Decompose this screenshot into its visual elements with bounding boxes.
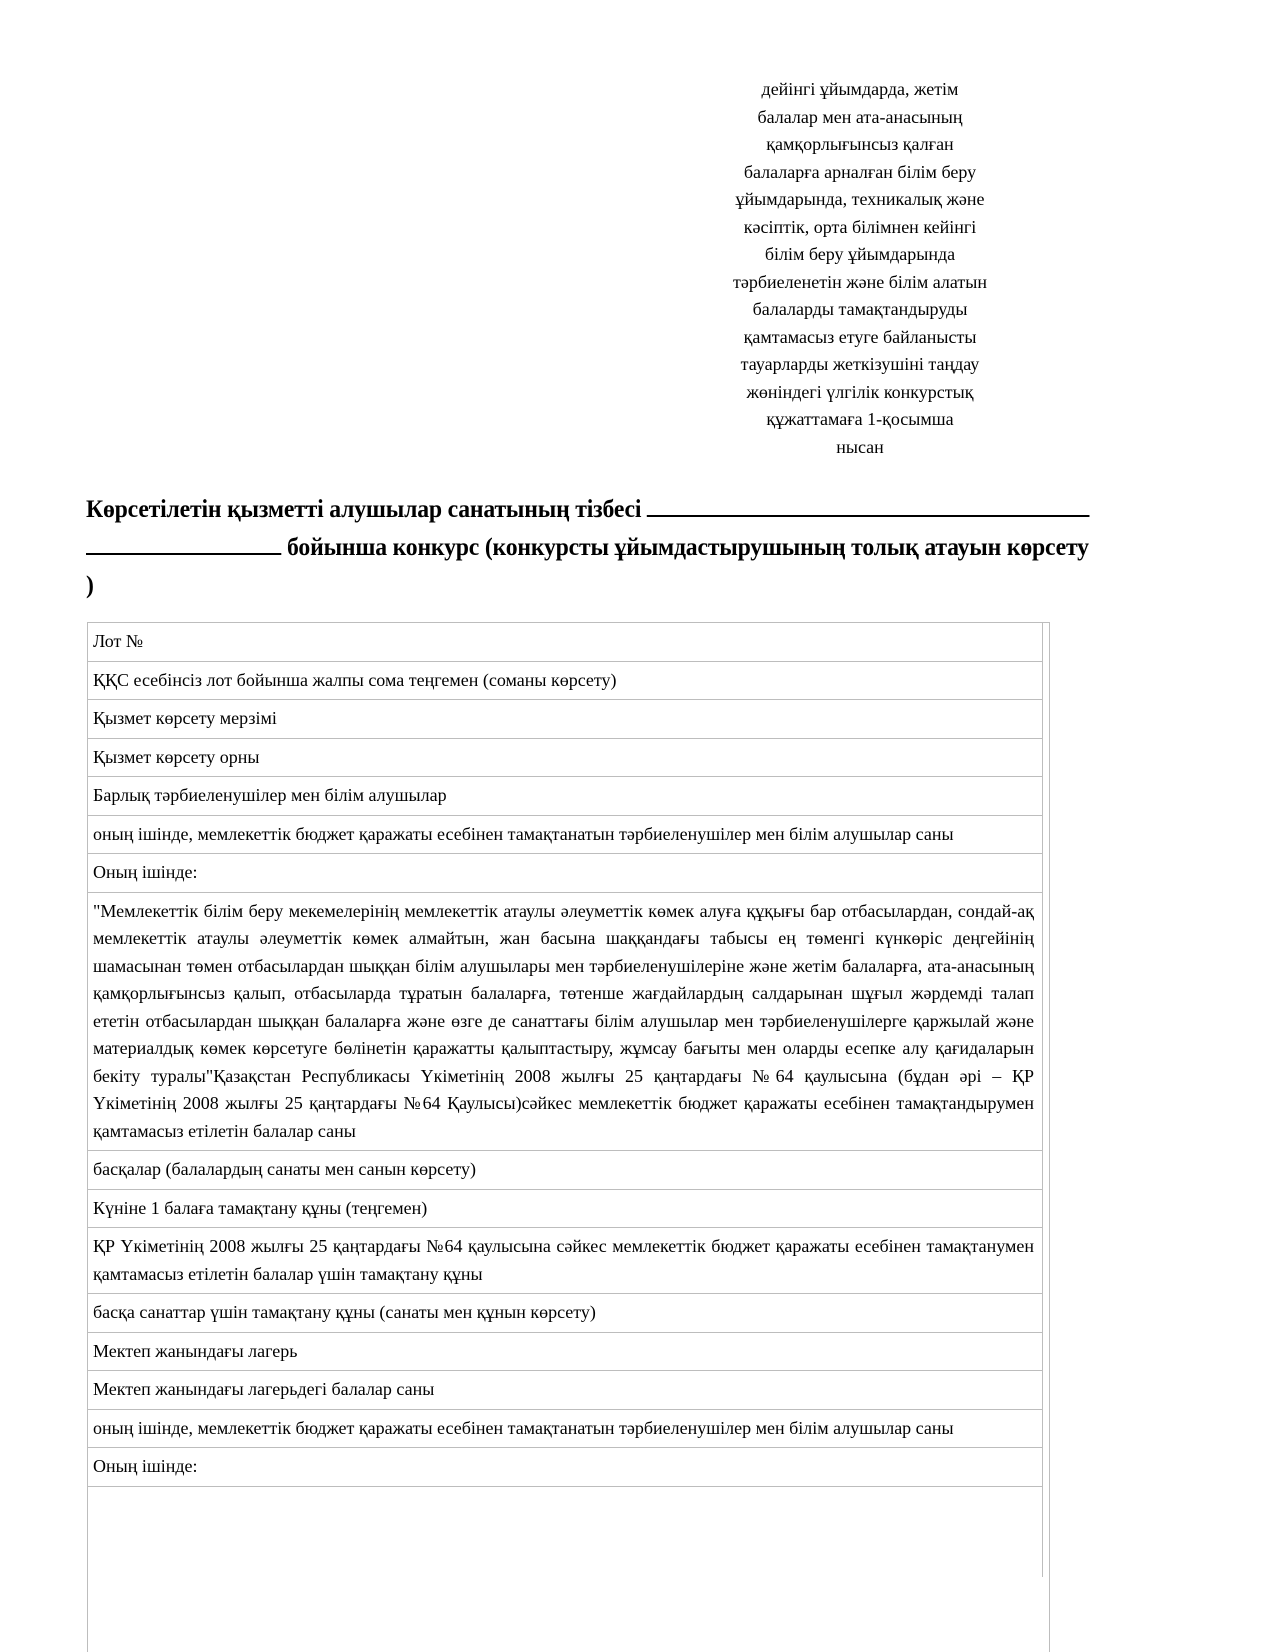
- title-line-2: [86, 528, 1114, 566]
- title-text: бойынша конкурс (конкурсты ұйымдастырушының толық атауын көрсету: [287, 532, 1089, 561]
- form-header: [700, 76, 1020, 461]
- table-row: басқа санаттар үшін тамақтану құны (санаты мен құнын көрсету): [88, 1294, 1043, 1333]
- header-line: балаларды тамақтандыруды: [752, 299, 968, 319]
- header-line: қамтамасыз етуге байланысты: [743, 326, 977, 347]
- table-row: Күніне 1 балаға тамақтану құны (теңгемен): [88, 1190, 1043, 1229]
- table-row: Қызмет көрсету орны: [88, 739, 1043, 778]
- header-line: тауарларды жеткізушіні таңдау: [740, 354, 980, 374]
- table-row: басқалар (балалардың санаты мен санын көрсету): [88, 1151, 1043, 1190]
- table-row: Мектеп жанындағы лагерь: [88, 1333, 1043, 1372]
- table-row: Оның ішінде:: [88, 854, 1043, 893]
- table-row: ҚҚС есебінсіз лот бойынша жалпы сома теңгемен (соманы көрсету): [88, 662, 1043, 701]
- table-row: Оның ішінде:: [88, 1448, 1043, 1487]
- header-line: кәсіптік, орта білімнен кейінгі: [743, 216, 977, 237]
- title-line-1: [86, 490, 1114, 528]
- header-line: ұйымдарында, техникалық және: [735, 189, 985, 209]
- title-text: ): [86, 570, 94, 599]
- header-line: дейінгі ұйымдарда, жетім: [761, 79, 959, 99]
- header-line: балалар мен ата-анасының: [757, 106, 963, 127]
- blank-line: [647, 493, 1090, 517]
- document-title: [86, 490, 1114, 604]
- table-row: Барлық тәрбиеленушілер мен білім алушылар: [88, 777, 1043, 816]
- header-line: балаларға арналған білім беру: [743, 161, 977, 182]
- categories-table: [87, 622, 1050, 1652]
- header-line: нысан: [836, 436, 884, 457]
- table-row: оның ішінде, мемлекеттік бюджет қаражаты есебінен тамақтанатын тәрбиеленушілер мен білім алушылар саны: [88, 816, 1043, 855]
- table-row: Лот №: [88, 623, 1043, 662]
- blank-line: [86, 531, 281, 555]
- table-row: Қызмет көрсету мерзімі: [88, 700, 1043, 739]
- header-line: білім беру ұйымдарында: [764, 244, 956, 264]
- header-line: жөніндегі үлгілік конкурстық: [746, 381, 974, 402]
- header-line: қамқорлығынсыз қалған: [766, 134, 954, 154]
- table-row-empty: [88, 1487, 1043, 1577]
- table-row: "Мемлекеттік білім беру мекемелерінің мемлекеттік атаулы әлеуметтік көмек алуға құқығы бар отбасылардан, сондай-ақ мемлекеттік атаулы әлеуметтік көмек алмайтын, жан басына шаққандағы табысы ең төменгі күнкөріс деңгейінің шамасынан төмен отбасылардан шыққан білім алушылары мен тәрбиеленушілеріне және жетім балаларға, ата-анасының қамқорлығынсыз қалып, отбасыларда тұратын балаларға, төтенше жағдайлардың салдарынан шұғыл жәрдемді талап ететін отбасылардан шыққан балаларға және өзге де санаттағы білім алушылар мен тәрбиеленушілерге қаржылай және материалдық көмек көрсетуге бөлінетін қаражатты қалыптастыру, жұмсау бағыты мен оларды есепке алу қағидаларын бекіту туралы"Қазақстан Республикасы Үкіметінің 2008 жылғы 25 қаңтардағы №64 қаулысына (бұдан әрі – ҚР Үкіметінің 2008 жылғы 25 қаңтардағы №64 Қаулысы)сәйкес мемлекеттік бюджет қаражаты есебінен тамақтандырумен қамтамасыз етілетін балалар саны: [88, 893, 1043, 1152]
- header-line: тәрбиеленетін және білім алатын: [732, 271, 988, 292]
- title-text: Көрсетілетін қызметті алушылар санатының тізбесі: [86, 494, 642, 523]
- title-line-3: [86, 566, 1114, 604]
- header-line: құжаттамаға 1-қосымша: [766, 409, 954, 429]
- table-row: Мектеп жанындағы лагерьдегі балалар саны: [88, 1371, 1043, 1410]
- table-row: ҚР Үкіметінің 2008 жылғы 25 қаңтардағы №64 қаулысына сәйкес мемлекеттік бюджет қаражаты есебінен тамақтанумен қамтамасыз етілетін балалар үшін тамақтану құны: [88, 1228, 1043, 1294]
- table-row: оның ішінде, мемлекеттік бюджет қаражаты есебінен тамақтанатын тәрбиеленушілер мен білім алушылар саны: [88, 1410, 1043, 1449]
